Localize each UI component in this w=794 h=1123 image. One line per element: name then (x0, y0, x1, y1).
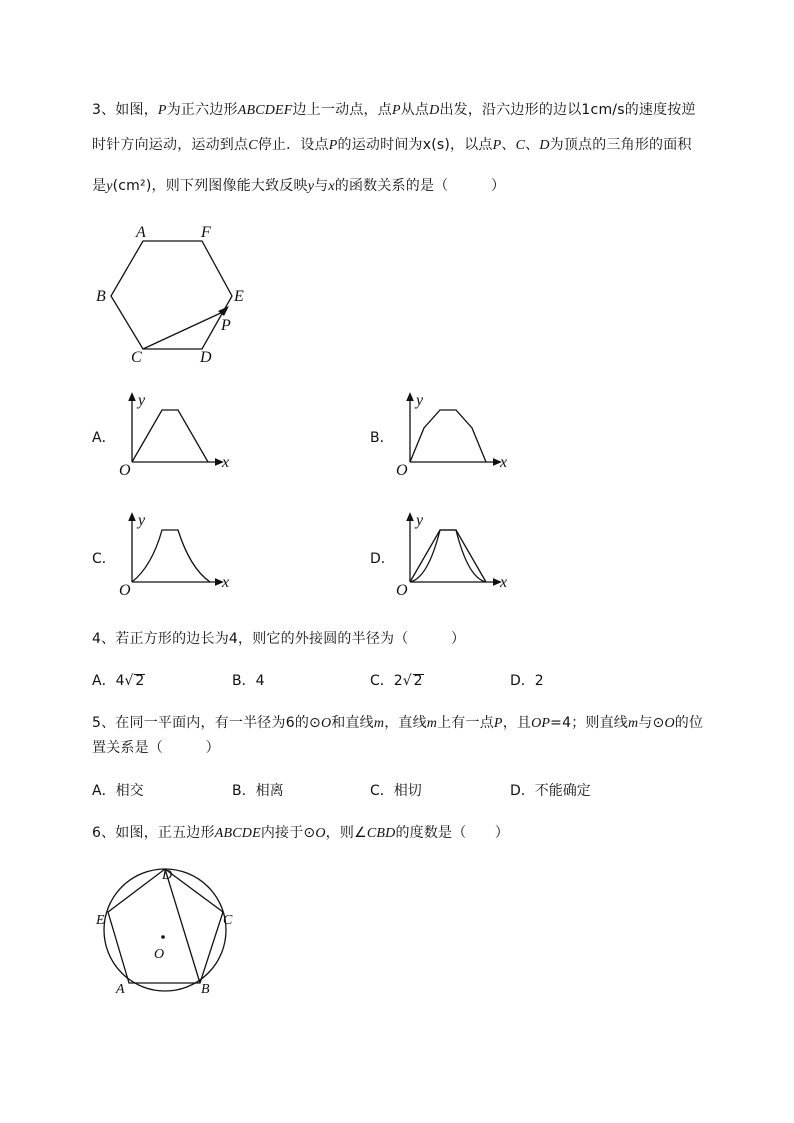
var: x (328, 179, 335, 194)
axis-x-label: x (222, 454, 230, 471)
label-d: D (162, 868, 173, 883)
var: ABCDEF (237, 103, 293, 118)
option-label: C． (370, 673, 394, 689)
label-o: O (154, 947, 165, 962)
text: ，则∠ (325, 825, 367, 841)
var: P (492, 138, 502, 153)
text: 是 (92, 178, 107, 194)
q3-option-b-label: B． (370, 430, 394, 446)
axis-x-label: x (500, 574, 508, 591)
text: 的运动时间为x(s)，以点 (337, 137, 493, 153)
label-c: C (223, 913, 233, 928)
text: =4；则直线 (550, 715, 628, 731)
var: m (373, 716, 385, 731)
q4-stem: 4、若正方形的边长为4，则它的外接圆的半径为（ ） (92, 631, 466, 647)
radicand: 2 (413, 673, 423, 689)
axis-x-label: x (500, 454, 508, 471)
text: ，且 (502, 715, 532, 731)
text: 6、如图，正五边形 (92, 825, 215, 841)
q5-option-a: A．相交 (92, 783, 144, 799)
pentagon-shape (108, 869, 223, 983)
circle-o (104, 869, 226, 991)
var: P (157, 103, 167, 118)
var: P (391, 103, 401, 118)
axis-y-label: y (138, 392, 146, 409)
var: D (429, 103, 440, 118)
text: 、 (525, 137, 540, 153)
text: 出发，沿六边形的边以1cm/s的速度按逆 (439, 102, 696, 118)
text: 为顶点的三角形的面积 (549, 137, 692, 153)
label-p: P (221, 317, 231, 334)
text: 的函数关系的是（ ） (334, 178, 506, 194)
label-e: E (96, 913, 105, 928)
option-label: D． (510, 673, 535, 689)
var: m (426, 716, 438, 731)
origin-label: O (396, 582, 408, 599)
var: ABCDE (214, 826, 261, 841)
segment-bd (165, 869, 200, 983)
origin-label: O (119, 582, 131, 599)
var: C (515, 138, 526, 153)
label-f: F (201, 224, 211, 241)
q5-option-b: B．相离 (232, 783, 284, 799)
text: (cm²)，则下列图像能大致反映 (112, 178, 308, 194)
axis-y-label: y (416, 392, 424, 409)
origin-label: O (396, 462, 408, 479)
q5-option-d: D．不能确定 (510, 783, 591, 799)
var: OP (531, 716, 551, 731)
text: 5、在同一平面内，有一半径为6的⊙ (92, 715, 321, 731)
text: 的位 (674, 715, 704, 731)
var: D (539, 138, 550, 153)
text: 的度数是（ ） (395, 825, 510, 841)
text: 、 (501, 137, 516, 153)
label-b: B (96, 288, 106, 305)
label-e: E (234, 288, 244, 305)
coefficient: 2 (393, 673, 403, 689)
label-a: A (116, 982, 125, 997)
text: 与 (314, 178, 329, 194)
var: y (307, 179, 315, 194)
text: 从点 (400, 102, 430, 118)
label-d: D (200, 349, 212, 366)
option-label: A． (92, 673, 116, 689)
text: 边上一动点，点 (292, 102, 392, 118)
axis-y-label: y (416, 512, 424, 529)
text: 和直线 (331, 715, 374, 731)
sqrt-sign: √ (124, 673, 134, 689)
label-c: C (131, 349, 142, 366)
sqrt-sign: √ (402, 673, 412, 689)
text: 与⊙ (638, 715, 665, 731)
text: 3、如图， (92, 102, 158, 118)
option-text: 4 (255, 673, 265, 689)
text: 停止．设点 (257, 137, 329, 153)
label-a: A (136, 224, 146, 241)
axis-x-label: x (222, 574, 230, 591)
option-text: 2 (534, 673, 544, 689)
q3-option-c-label: C． (92, 551, 116, 567)
q5-option-c: C．相切 (370, 783, 422, 799)
text: 内接于⊙ (260, 825, 316, 841)
q3-option-d-label: D． (370, 551, 395, 567)
var: O (315, 826, 326, 841)
var: m (628, 716, 639, 731)
var: O (320, 716, 332, 731)
option-label: B． (232, 673, 256, 689)
text: 时针方向运动，运动到点 (92, 137, 249, 153)
var: y (106, 179, 113, 194)
coefficient: 4 (115, 673, 125, 689)
radicand: 2 (135, 673, 145, 689)
text: 上有一点 (437, 715, 494, 731)
q5-stem-line-2: 置关系是（ ） (92, 740, 220, 756)
var: C (248, 138, 258, 153)
origin-label: O (119, 462, 131, 479)
center-dot (161, 935, 165, 939)
var: P (493, 716, 503, 731)
label-b: B (201, 982, 210, 997)
text: ，直线 (384, 715, 427, 731)
axis-y-label: y (138, 512, 146, 529)
var: CBD (366, 826, 396, 841)
var: P (328, 138, 338, 153)
var: O (664, 716, 675, 731)
q3-option-a-label: A． (92, 430, 116, 446)
text: 为正六边形 (166, 102, 238, 118)
